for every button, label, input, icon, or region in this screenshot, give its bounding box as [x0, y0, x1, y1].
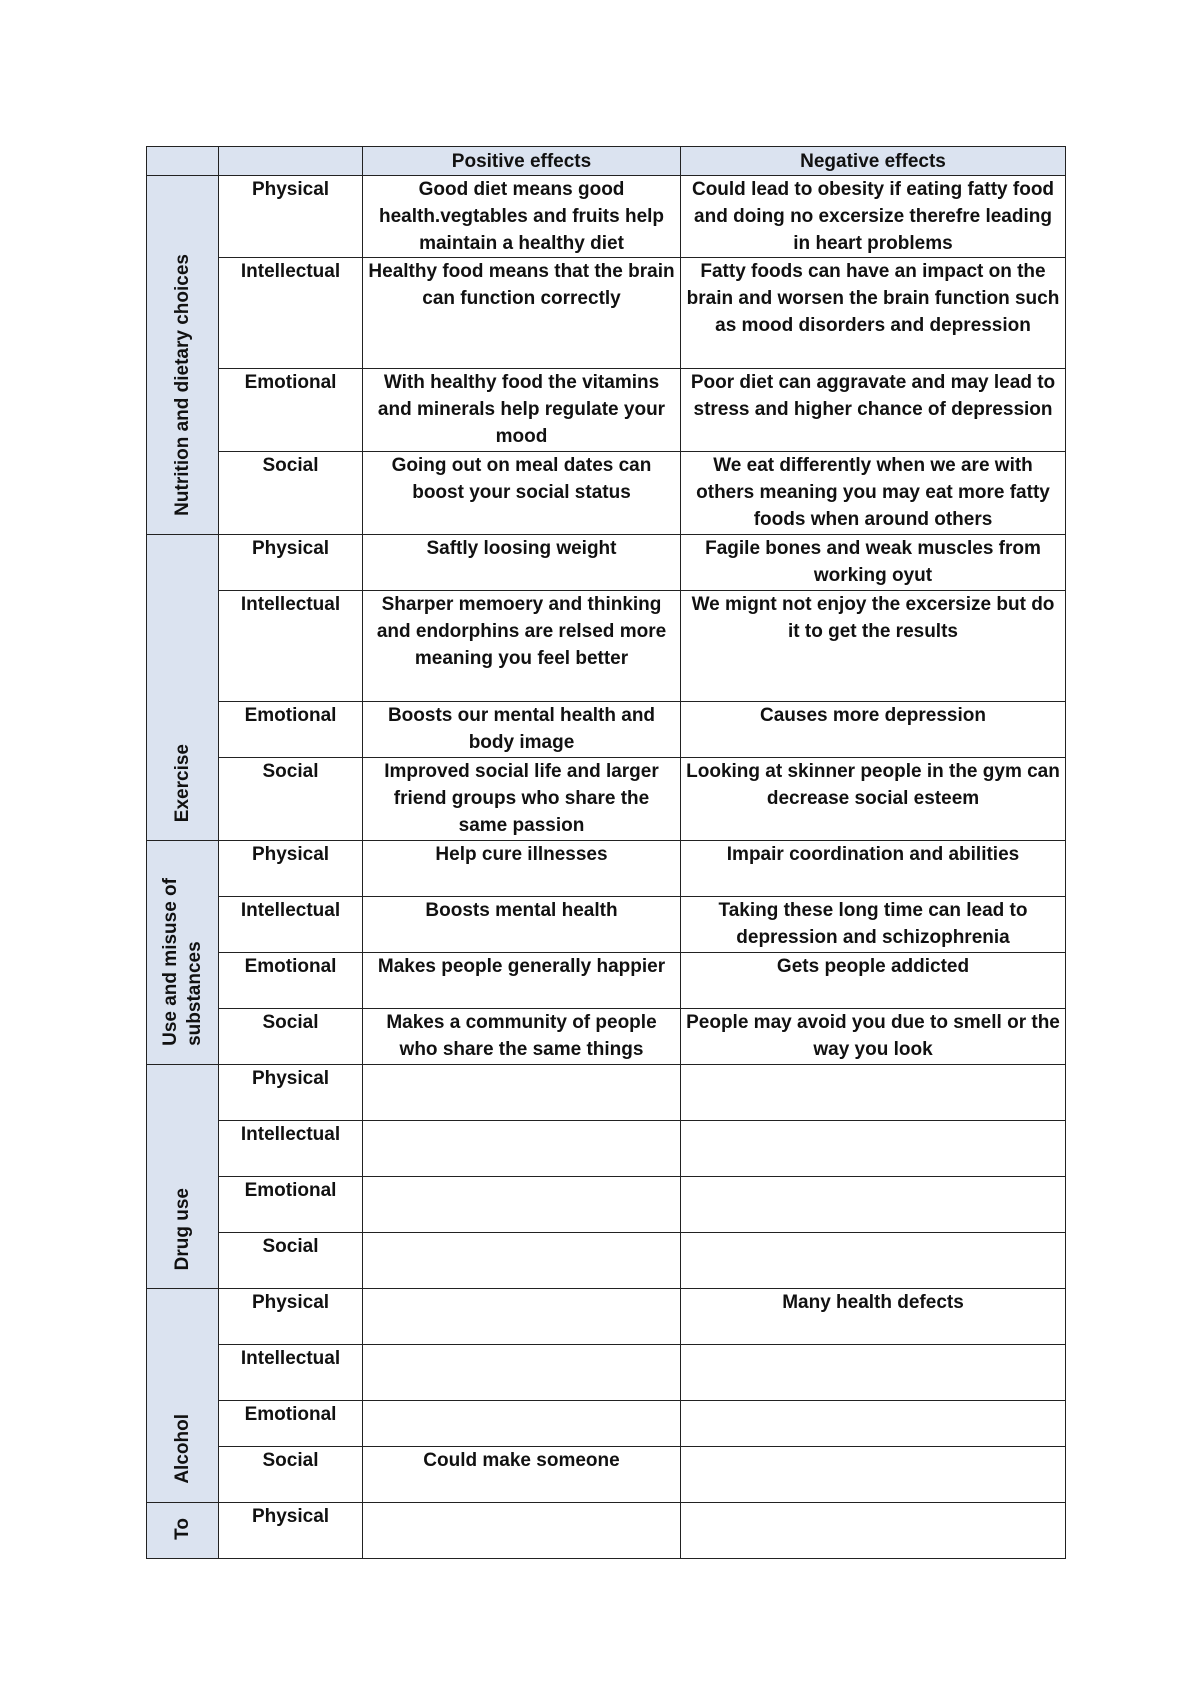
negative-effect-cell: Fagile bones and weak muscles from working oyut [681, 535, 1066, 591]
negative-effect-cell [681, 1065, 1066, 1121]
table-row [147, 1401, 1066, 1447]
aspect-cell: Intellectual [219, 591, 363, 702]
aspect-cell: Emotional [219, 953, 363, 1009]
table-row [147, 258, 1066, 369]
section-label: Exercise [171, 743, 193, 822]
aspect-cell: Emotional [219, 1177, 363, 1233]
table-row [147, 1177, 1066, 1233]
negative-effect-cell: We mignt not enjoy the excersize but do it to get the results [681, 591, 1066, 702]
positive-effect-cell: Help cure illnesses [363, 841, 681, 897]
section-label: Alcohol [171, 1414, 193, 1484]
aspect-cell: Intellectual [219, 258, 363, 369]
positive-effect-cell: Could make someone [363, 1447, 681, 1503]
table-row [147, 1447, 1066, 1503]
positive-effect-cell [363, 1345, 681, 1401]
aspect-cell: Social [219, 1447, 363, 1503]
health-effects-table [146, 146, 1066, 1559]
table-row [147, 841, 1066, 897]
negative-effect-cell: Gets people addicted [681, 953, 1066, 1009]
negative-effect-cell [681, 1503, 1066, 1559]
table-row [147, 369, 1066, 452]
table-row [147, 1121, 1066, 1177]
negative-effect-cell: People may avoid you due to smell or the way you look [681, 1009, 1066, 1065]
negative-effect-cell [681, 1345, 1066, 1401]
negative-effect-cell: Many health defects [681, 1289, 1066, 1345]
table-row [147, 1065, 1066, 1121]
negative-effect-cell: Looking at skinner people in the gym can decrease social esteem [681, 758, 1066, 841]
aspect-cell: Social [219, 758, 363, 841]
section-label-cell [147, 1065, 219, 1289]
negative-effect-cell: Poor diet can aggravate and may lead to stress and higher chance of depression [681, 369, 1066, 452]
positive-effect-cell: Makes people generally happier [363, 953, 681, 1009]
positive-effect-cell [363, 1065, 681, 1121]
aspect-cell: Emotional [219, 1401, 363, 1447]
section-label: Drug use [171, 1187, 193, 1270]
header-aspect-cell [219, 147, 363, 176]
table-row [147, 535, 1066, 591]
positive-effect-cell: Sharper memoery and thinking and endorphins are relsed more meaning you feel better [363, 591, 681, 702]
positive-effect-cell [363, 1503, 681, 1559]
negative-effect-cell: We eat differently when we are with others meaning you may eat more fatty foods when around others [681, 452, 1066, 535]
aspect-cell: Physical [219, 176, 363, 258]
header-category-cell [147, 147, 219, 176]
positive-effect-cell: With healthy food the vitamins and minerals help regulate your mood [363, 369, 681, 452]
negative-effect-cell [681, 1401, 1066, 1447]
aspect-cell: Intellectual [219, 897, 363, 953]
negative-effect-cell [681, 1121, 1066, 1177]
table-row [147, 452, 1066, 535]
negative-effect-cell: Taking these long time can lead to depression and schizophrenia [681, 897, 1066, 953]
section-label-cell [147, 176, 219, 535]
aspect-cell: Physical [219, 1065, 363, 1121]
negative-effect-cell: Impair coordination and abilities [681, 841, 1066, 897]
positive-effect-cell: Going out on meal dates can boost your social status [363, 452, 681, 535]
table-row [147, 1233, 1066, 1289]
section-label: Nutrition and dietary choices [171, 254, 193, 516]
header-row [147, 147, 1066, 176]
negative-effect-cell: Could lead to obesity if eating fatty food and doing no excersize therefre leading in heart problems [681, 176, 1066, 258]
section-label-cell [147, 841, 219, 1065]
aspect-cell: Physical [219, 535, 363, 591]
negative-effect-cell: Fatty foods can have an impact on the brain and worsen the brain function such as mood disorders and depression [681, 258, 1066, 369]
aspect-cell: Emotional [219, 702, 363, 758]
positive-effect-cell: Boosts our mental health and body image [363, 702, 681, 758]
header-negative-effects: Negative effects [681, 147, 1066, 176]
table-row [147, 591, 1066, 702]
negative-effect-cell [681, 1177, 1066, 1233]
table-row [147, 702, 1066, 758]
section-label: To [171, 1518, 193, 1540]
section-label: Use and misuse of substances [159, 878, 205, 1046]
aspect-cell: Physical [219, 841, 363, 897]
aspect-cell: Intellectual [219, 1121, 363, 1177]
aspect-cell: Social [219, 1233, 363, 1289]
positive-effect-cell: Improved social life and larger friend groups who share the same passion [363, 758, 681, 841]
positive-effect-cell [363, 1401, 681, 1447]
section-label-cell [147, 1503, 219, 1559]
aspect-cell: Physical [219, 1289, 363, 1345]
table-row [147, 1289, 1066, 1345]
aspect-cell: Emotional [219, 369, 363, 452]
negative-effect-cell [681, 1447, 1066, 1503]
positive-effect-cell: Healthy food means that the brain can function correctly [363, 258, 681, 369]
header-positive-effects: Positive effects [363, 147, 681, 176]
positive-effect-cell [363, 1289, 681, 1345]
positive-effect-cell [363, 1233, 681, 1289]
aspect-cell: Intellectual [219, 1345, 363, 1401]
positive-effect-cell: Boosts mental health [363, 897, 681, 953]
section-label-cell [147, 535, 219, 841]
negative-effect-cell: Causes more depression [681, 702, 1066, 758]
positive-effect-cell: Makes a community of people who share the same things [363, 1009, 681, 1065]
table-row [147, 176, 1066, 258]
table-row [147, 953, 1066, 1009]
table-row [147, 1503, 1066, 1559]
positive-effect-cell: Saftly loosing weight [363, 535, 681, 591]
section-label-cell [147, 1289, 219, 1503]
positive-effect-cell [363, 1121, 681, 1177]
aspect-cell: Social [219, 1009, 363, 1065]
aspect-cell: Physical [219, 1503, 363, 1559]
negative-effect-cell [681, 1233, 1066, 1289]
positive-effect-cell: Good diet means good health.vegtables and fruits help maintain a healthy diet [363, 176, 681, 258]
table-row [147, 897, 1066, 953]
aspect-cell: Social [219, 452, 363, 535]
table-row [147, 758, 1066, 841]
table-row [147, 1345, 1066, 1401]
positive-effect-cell [363, 1177, 681, 1233]
table-row [147, 1009, 1066, 1065]
